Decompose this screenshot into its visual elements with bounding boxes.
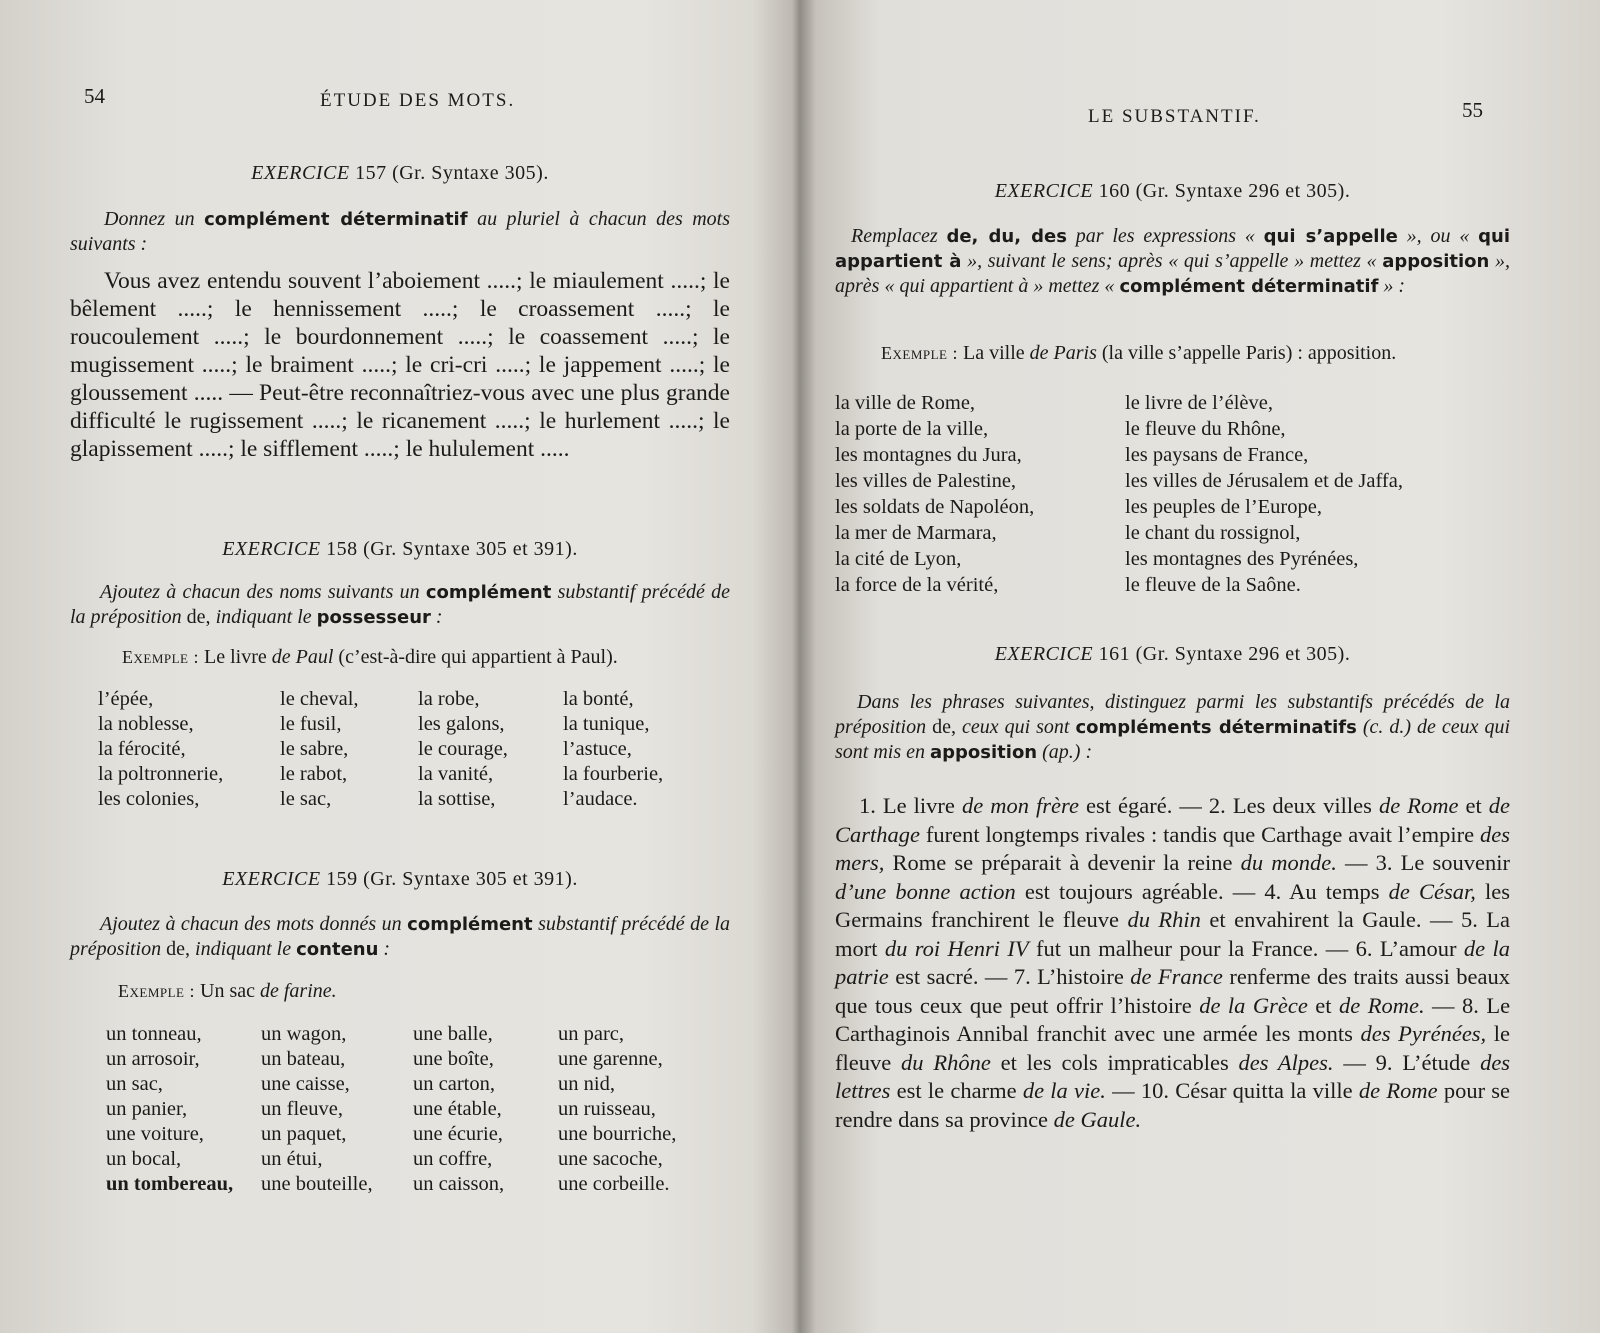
list-item: un coffre, [413,1148,493,1170]
list-item: le sac, [280,788,332,810]
list-item: un paquet, [261,1123,347,1145]
list-item: les galons, [418,713,505,735]
list-item: la vanité, [418,763,494,785]
list-item: un étui, [261,1148,323,1170]
list-item: les montagnes des Pyrénées, [1125,548,1359,570]
word-column [835,390,1125,598]
word-column [261,1022,413,1197]
exercise-159-instructions: Ajoutez à chacun des mots donnés un complément substantif précédé de la préposition de, indiquant le contenu : [70,913,731,960]
list-item: un bocal, [106,1148,182,1170]
list-item: les peuples de l’Europe, [1125,496,1322,518]
list-item: les paysans de France, [1125,444,1309,466]
list-item: une voiture, [106,1123,204,1145]
exercise-160-word-list [835,390,1403,598]
exercise-157-text: Vous avez entendu souvent l’aboiement .....; le miaulement .....; le bêlement .....; le hennissement .....; le croassement .....; le roucoulement .....; le bourdonnement .....; le coassement .....; le mugissement .....; le braiment .....; le cri-cri .....; le jappement .....; le gloussement ..... — Peut-être reconnaîtriez-vous avec une plus grande difficulté le rugissement .....; le ricanement .....; le hurlement .....; le glapissement .....; le sifflement .....; le hululement ..... [70,268,730,462]
list-item: l’audace. [563,788,638,810]
list-item: le fleuve de la Saône. [1125,574,1301,596]
list-item: un caisson, [413,1173,505,1195]
list-item: la mer de Marmara, [835,522,997,544]
list-item: les villes de Palestine, [835,470,1017,492]
list-item: la porte de la ville, [835,418,989,440]
list-item: la noblesse, [98,713,194,735]
list-item: la robe, [418,688,480,710]
exercise-157-title: EXERCICE 157 (Gr. Syntaxe 305). [251,162,549,184]
list-item: une étable, [413,1098,502,1120]
list-item: un tonneau, [106,1023,202,1045]
list-item: la tunique, [563,713,650,735]
exercise-159-word-list [106,1022,676,1197]
list-item: une boîte, [413,1048,494,1070]
list-item: un bateau, [261,1048,346,1070]
exercise-159-example: Exemple : Un sac de farine. [118,980,337,1002]
list-item: un wagon, [261,1023,347,1045]
word-column [98,687,280,812]
page-number: 54 [84,84,105,108]
list-item: les villes de Jérusalem et de Jaffa, [1125,470,1403,492]
list-item: la sottise, [418,788,496,810]
exercise-158-title: EXERCICE 158 (Gr. Syntaxe 305 et 391). [222,538,578,560]
left-page [70,0,730,1333]
exercise-160-title: EXERCICE 160 (Gr. Syntaxe 296 et 305). [994,180,1351,202]
exercise-158-instructions: Ajoutez à chacun des noms suivants un complément substantif précédé de la préposition de, indiquant le possesseur : [70,581,731,628]
list-item: la cité de Lyon, [835,548,962,570]
list-item: le rabot, [280,763,348,785]
word-column [563,687,663,812]
word-column [1125,390,1403,598]
running-head: ÉTUDE DES MOTS. [320,90,516,111]
list-item: le cheval, [280,688,359,710]
list-item: un sac, [106,1073,163,1095]
list-item: la fourberie, [563,763,664,785]
word-column [418,687,563,812]
list-item: la férocité, [98,738,186,760]
word-column [280,687,418,812]
list-item: les montagnes du Jura, [835,444,1022,466]
list-item: un ruisseau, [558,1098,656,1120]
list-item: une sacoche, [558,1148,663,1170]
exercise-158-example: Exemple : Le livre de Paul (c’est-à-dire qui appartient à Paul). [122,646,618,668]
exercise-157-instructions: Donnez un complément déterminatif au pluriel à chacun des mots suivants : [70,208,731,255]
right-page [835,0,1510,1333]
list-item: les soldats de Napoléon, [835,496,1035,518]
list-item: une bouteille, [261,1173,373,1195]
word-column [413,1022,558,1197]
list-item: l’astuce, [563,738,632,760]
exercise-161-text: 1. Le livre de mon frère est égaré. — 2. Les deux villes de Rome et de Carthage furent longtemps rivales : tandis que Carthage avait l’empire des mers, Rome se préparait à devenir la reine du monde. — 3. Le souvenir d’une bonne action est toujours agréable. — 4. Au temps de César, les Germains franchirent le fleuve du Rhin et envahirent la Gaule. — 5. La mort du roi Henri IV fut un malheur pour la France. — 6. L’amour de la patrie est sacré. — 7. L’histoire de France renferme des traits aussi beaux que tous ceux que peut offrir l’histoire de la Grèce et de Rome. — 8. Le Carthaginois Annibal franchit avec une armée les monts des Pyrénées, le fleuve du Rhône et les cols impraticables des Alpes. — 9. L’étude des lettres est le charme de la vie. — 10. César quitta la ville de Rome pour se rendre dans sa province de Gaule. [835,793,1511,1132]
list-item: un fleuve, [261,1098,343,1120]
list-item: le fleuve du Rhône, [1125,418,1286,440]
list-item: le fusil, [280,713,342,735]
running-head: LE SUBSTANTIF. [1088,106,1261,127]
list-item: un carton, [413,1073,495,1095]
list-item: un tombereau, [106,1173,234,1195]
list-item: l’épée, [98,688,154,710]
exercise-160-example: Exemple : La ville de Paris (la ville s’appelle Paris) : apposition. [881,342,1397,364]
list-item: une écurie, [413,1123,503,1145]
list-item: une caisse, [261,1073,350,1095]
exercise-161-instructions: Dans les phrases suivantes, distinguez parmi les substantifs précédés de la préposition de, ceux qui sont compléments déterminatifs (c. d.) de ceux qui sont mis en apposition (ap.) : [835,691,1511,763]
list-item: les colonies, [98,788,200,810]
list-item: une corbeille. [558,1173,670,1195]
list-item: la ville de Rome, [835,392,976,414]
list-item: le courage, [418,738,508,760]
page-number: 55 [1462,98,1483,122]
exercise-158-word-list [98,687,663,812]
list-item: la bonté, [563,688,634,710]
exercise-161-title: EXERCICE 161 (Gr. Syntaxe 296 et 305). [994,643,1351,665]
list-item: le chant du rossignol, [1125,522,1301,544]
word-column [106,1022,261,1197]
exercise-159-title: EXERCICE 159 (Gr. Syntaxe 305 et 391). [222,868,578,890]
list-item: la poltronnerie, [98,763,224,785]
list-item: le sabre, [280,738,349,760]
list-item: une balle, [413,1023,493,1045]
list-item: un panier, [106,1098,188,1120]
list-item: la force de la vérité, [835,574,999,596]
exercise-160-instructions: Remplacez de, du, des par les expressions « qui s’appelle », ou « qui appartient à », suivant le sens; après « qui s’appelle » mettez « apposition », après « qui appartient à » mettez « complément déterminatif » : [835,225,1511,297]
list-item: un nid, [558,1073,615,1095]
list-item: une garenne, [558,1048,663,1070]
word-column [558,1022,676,1197]
list-item: un parc, [558,1023,625,1045]
list-item: le livre de l’élève, [1125,392,1273,414]
list-item: un arrosoir, [106,1048,200,1070]
list-item: une bourriche, [558,1123,677,1145]
